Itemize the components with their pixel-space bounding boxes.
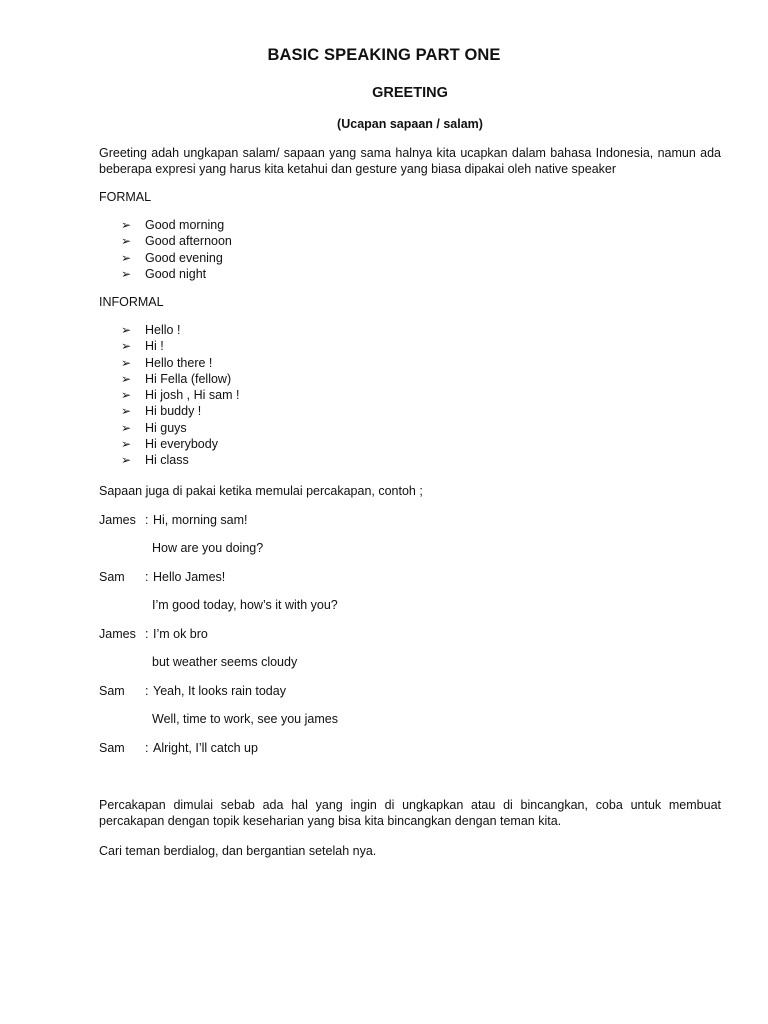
final-instruction: Cari teman berdialog, dan bergantian setelah nya. [99,844,377,858]
list-item: ➢ Hi ! [121,339,164,354]
dialog-text: Hi, morning sam! [153,513,248,527]
list-item: ➢ Hi guys [121,420,187,435]
dialog-line [99,626,208,642]
informal-list [121,322,239,469]
list-item: ➢ Good night [121,266,207,281]
arrowhead-bullet-icon: ➢ [121,323,132,337]
arrowhead-bullet-icon: ➢ [121,234,132,249]
list-item: ➢ Hi everybody [121,437,218,452]
dialog-line [99,512,247,528]
informal-label: INFORMAL [99,295,164,309]
speaker-name: Sam [99,684,125,698]
list-item: ➢ Hi buddy ! [121,404,202,419]
arrowhead-bullet-icon: ➢ [121,266,132,281]
speaker-name: James [99,627,136,641]
arrowhead-bullet-icon: ➢ [121,355,132,370]
formal-label: FORMAL [99,190,152,204]
dialog-line [99,683,286,699]
arrowhead-bullet-icon: ➢ [121,250,132,265]
speaker-name: Sam [99,570,125,584]
section-heading: GREETING [372,85,448,101]
dialog-line [99,740,258,756]
list-item: ➢ Hi Fella (fellow) [121,371,232,386]
dialog-text: I’m ok bro [153,627,208,641]
arrowhead-bullet-icon: ➢ [121,371,132,386]
page-title: BASIC SPEAKING PART ONE [267,46,501,64]
colon: : [145,627,149,641]
arrowhead-bullet-icon: ➢ [121,388,132,403]
closing-paragraph: Percakapan dimulai sebab ada hal yang ingin di ungkapkan atau di bincangkan, coba untuk membuat percakapan dengan topik keseharian yang bisa kita bincangkan dengan teman kita. [99,798,721,828]
arrowhead-bullet-icon: ➢ [121,404,132,419]
dialog-text: Hello James! [153,570,226,584]
arrowhead-bullet-icon: ➢ [121,453,132,468]
colon: : [145,513,149,527]
dialog-text: Alright, I’ll catch up [153,741,258,755]
dialog-text: Yeah, It looks rain today [153,684,286,698]
dialog-continuation: How are you doing? [152,541,264,555]
colon: : [145,570,149,584]
dialog-continuation: I’m good today, how’s it with you? [152,598,338,612]
arrowhead-bullet-icon: ➢ [121,437,132,452]
list-item: ➢ Hello ! [121,323,181,337]
list-item: ➢ Hi class [121,453,189,468]
dialog-continuation: but weather seems cloudy [152,655,298,669]
intro-paragraph: Greeting adah ungkapan salam/ sapaan yang sama halnya kita ucapkan dalam bahasa Indonesia, namun ada beberapa expresi yang harus kita ketahui dan gesture yang biasa dipakai oleh native speaker [99,146,721,176]
colon: : [145,741,149,755]
arrowhead-bullet-icon: ➢ [121,420,132,435]
arrowhead-bullet-icon: ➢ [121,218,132,232]
list-item: ➢ Good afternoon [121,234,232,249]
formal-list [121,217,232,282]
speaker-name: Sam [99,741,125,755]
colon: : [145,684,149,698]
dialog-line [99,569,225,585]
list-item: ➢ Good evening [121,250,223,265]
section-subheading: (Ucapan sapaan / salam) [337,117,483,131]
list-item: ➢ Hello there ! [121,355,213,370]
dialog-continuation: Well, time to work, see you james [152,712,338,726]
speaker-name: James [99,513,136,527]
list-item: ➢ Good morning [121,218,225,232]
list-item: ➢ Hi josh , Hi sam ! [121,388,240,403]
dialog-intro: Sapaan juga di pakai ketika memulai percakapan, contoh ; [99,484,423,498]
arrowhead-bullet-icon: ➢ [121,339,132,354]
